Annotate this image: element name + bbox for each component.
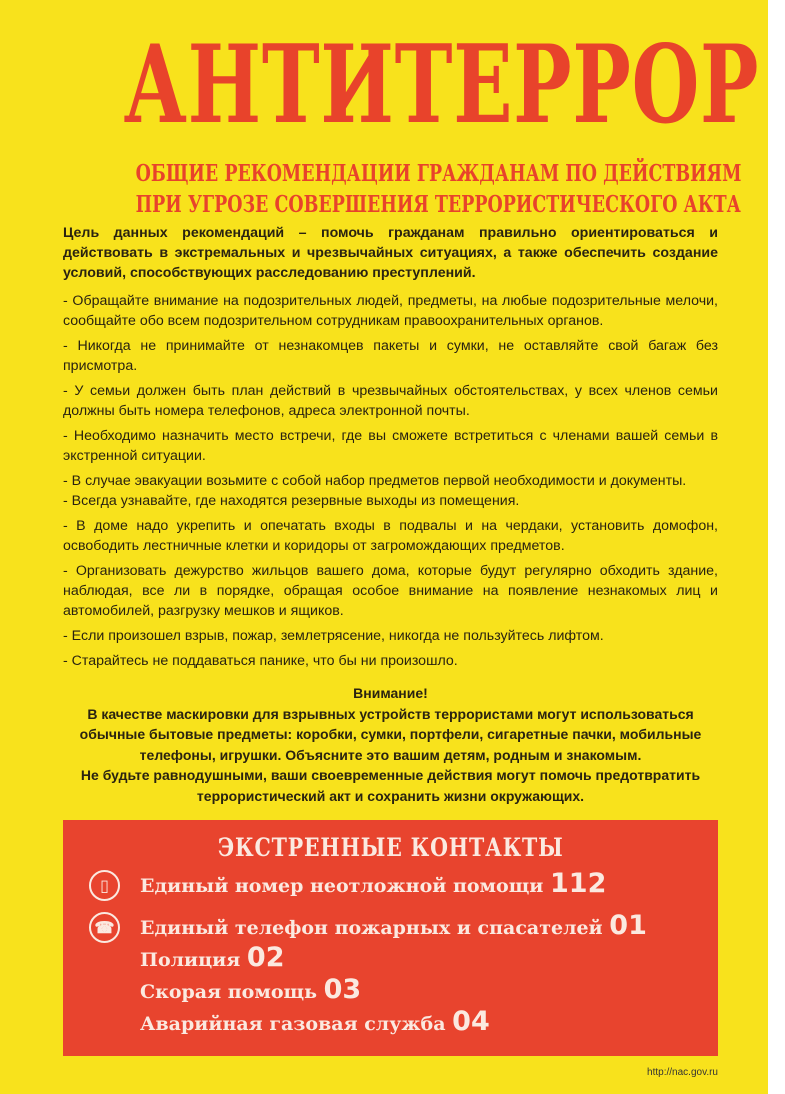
list-item: - Никогда не принимайте от незнакомцев пакеты и сумки, не оставляйте свой багаж без присмотра. <box>63 338 718 374</box>
contact-row: ▯ Единый номер неотложной помощи 112 <box>140 870 718 902</box>
list-item: - Обращайте внимание на подозрительных людей, предметы, на любые подозрительные мелочи, сообщайте обо всем подозрительном сотрудникам правоохранительных органов. <box>63 293 718 329</box>
contact-row: Полиция 02 <box>140 942 285 973</box>
list-item: - Необходимо назначить место встречи, где вы сможете встретиться с членами вашей семьи в экстренной ситуации. <box>63 428 718 464</box>
subtitle-line-2: ПРИ УГРОЗЕ СОВЕРШЕНИЯ ТЕРРОРИСТИЧЕСКОГО АКТА <box>135 191 741 218</box>
list-item: - Всегда узнавайте, где находятся резервные выходы из помещения. <box>63 493 520 509</box>
website-link[interactable]: http://nac.gov.ru <box>647 1067 718 1078</box>
list-item: - В доме надо укрепить и опечатать входы в подвалы и на чердаки, установить домофон, освободить лестничные клетки и коридоры от загромождающих предметов. <box>63 518 718 554</box>
list-item: - У семьи должен быть план действий в чрезвычайных обстоятельствах, у всех членов семьи должны быть номера телефонов, адреса электронной почты. <box>63 383 718 419</box>
list-item: - В случае эвакуации возьмите с собой набор предметов первой необходимости и документы. <box>63 473 687 489</box>
list-item: - Если произошел взрыв, пожар, землетрясение, никогда не пользуйтесь лифтом. <box>63 628 604 644</box>
warning-text: В качестве маскировки для взрывных устройств террористами могут использоваться обычные бытовые предметы: коробки, сумки, портфели, сигаретные пачки, мобильные телефоны, игрушки. Объясните это вашим детям, родным и знакомым. <box>79 705 702 763</box>
emergency-contacts <box>63 820 718 1056</box>
list-item: - Старайтесь не поддаваться панике, что бы ни произошло. <box>63 653 458 669</box>
contacts-heading: ЭКСТРЕННЫЕ КОНТАКТЫ <box>217 833 564 862</box>
contact-row: Скорая помощь 03 <box>140 974 362 1005</box>
contact-row: ☎ Единый телефон пожарных и спасателей 01 <box>140 912 718 944</box>
warning-heading: Внимание! <box>353 685 428 701</box>
mobile-phone-icon: ▯ <box>89 870 120 901</box>
subtitle-line-1: ОБЩИЕ РЕКОМЕНДАЦИИ ГРАЖДАНАМ ПО ДЕЙСТВИЯМ <box>135 160 742 187</box>
warning-block <box>63 683 718 806</box>
recommendations <box>63 223 718 671</box>
contact-row: Аварийная газовая служба 04 <box>140 1006 490 1037</box>
intro-text: Цель данных рекомендаций – помочь гражданам правильно ориентироваться и действовать в экстремальных и чрезвычайных ситуациях, а также обеспечить создание условий, способствующих расследованию преступлений. <box>63 225 718 281</box>
warning-text-2: Не будьте равнодушными, ваши своевременные действия могут помочь предотвратить террористический акт и сохранить жизни окружающих. <box>80 767 701 804</box>
poster-title: АНТИТЕРРОР <box>123 22 760 148</box>
list-item: - Организовать дежурство жильцов вашего дома, которые будут регулярно обходить здание, наблюдая, все ли в порядке, обращая особое внимание на появление незнакомых лиц и автомобилей, разгрузку мешков и ящиков. <box>63 563 718 619</box>
poster-body <box>63 0 718 1080</box>
telephone-icon: ☎ <box>89 912 120 943</box>
